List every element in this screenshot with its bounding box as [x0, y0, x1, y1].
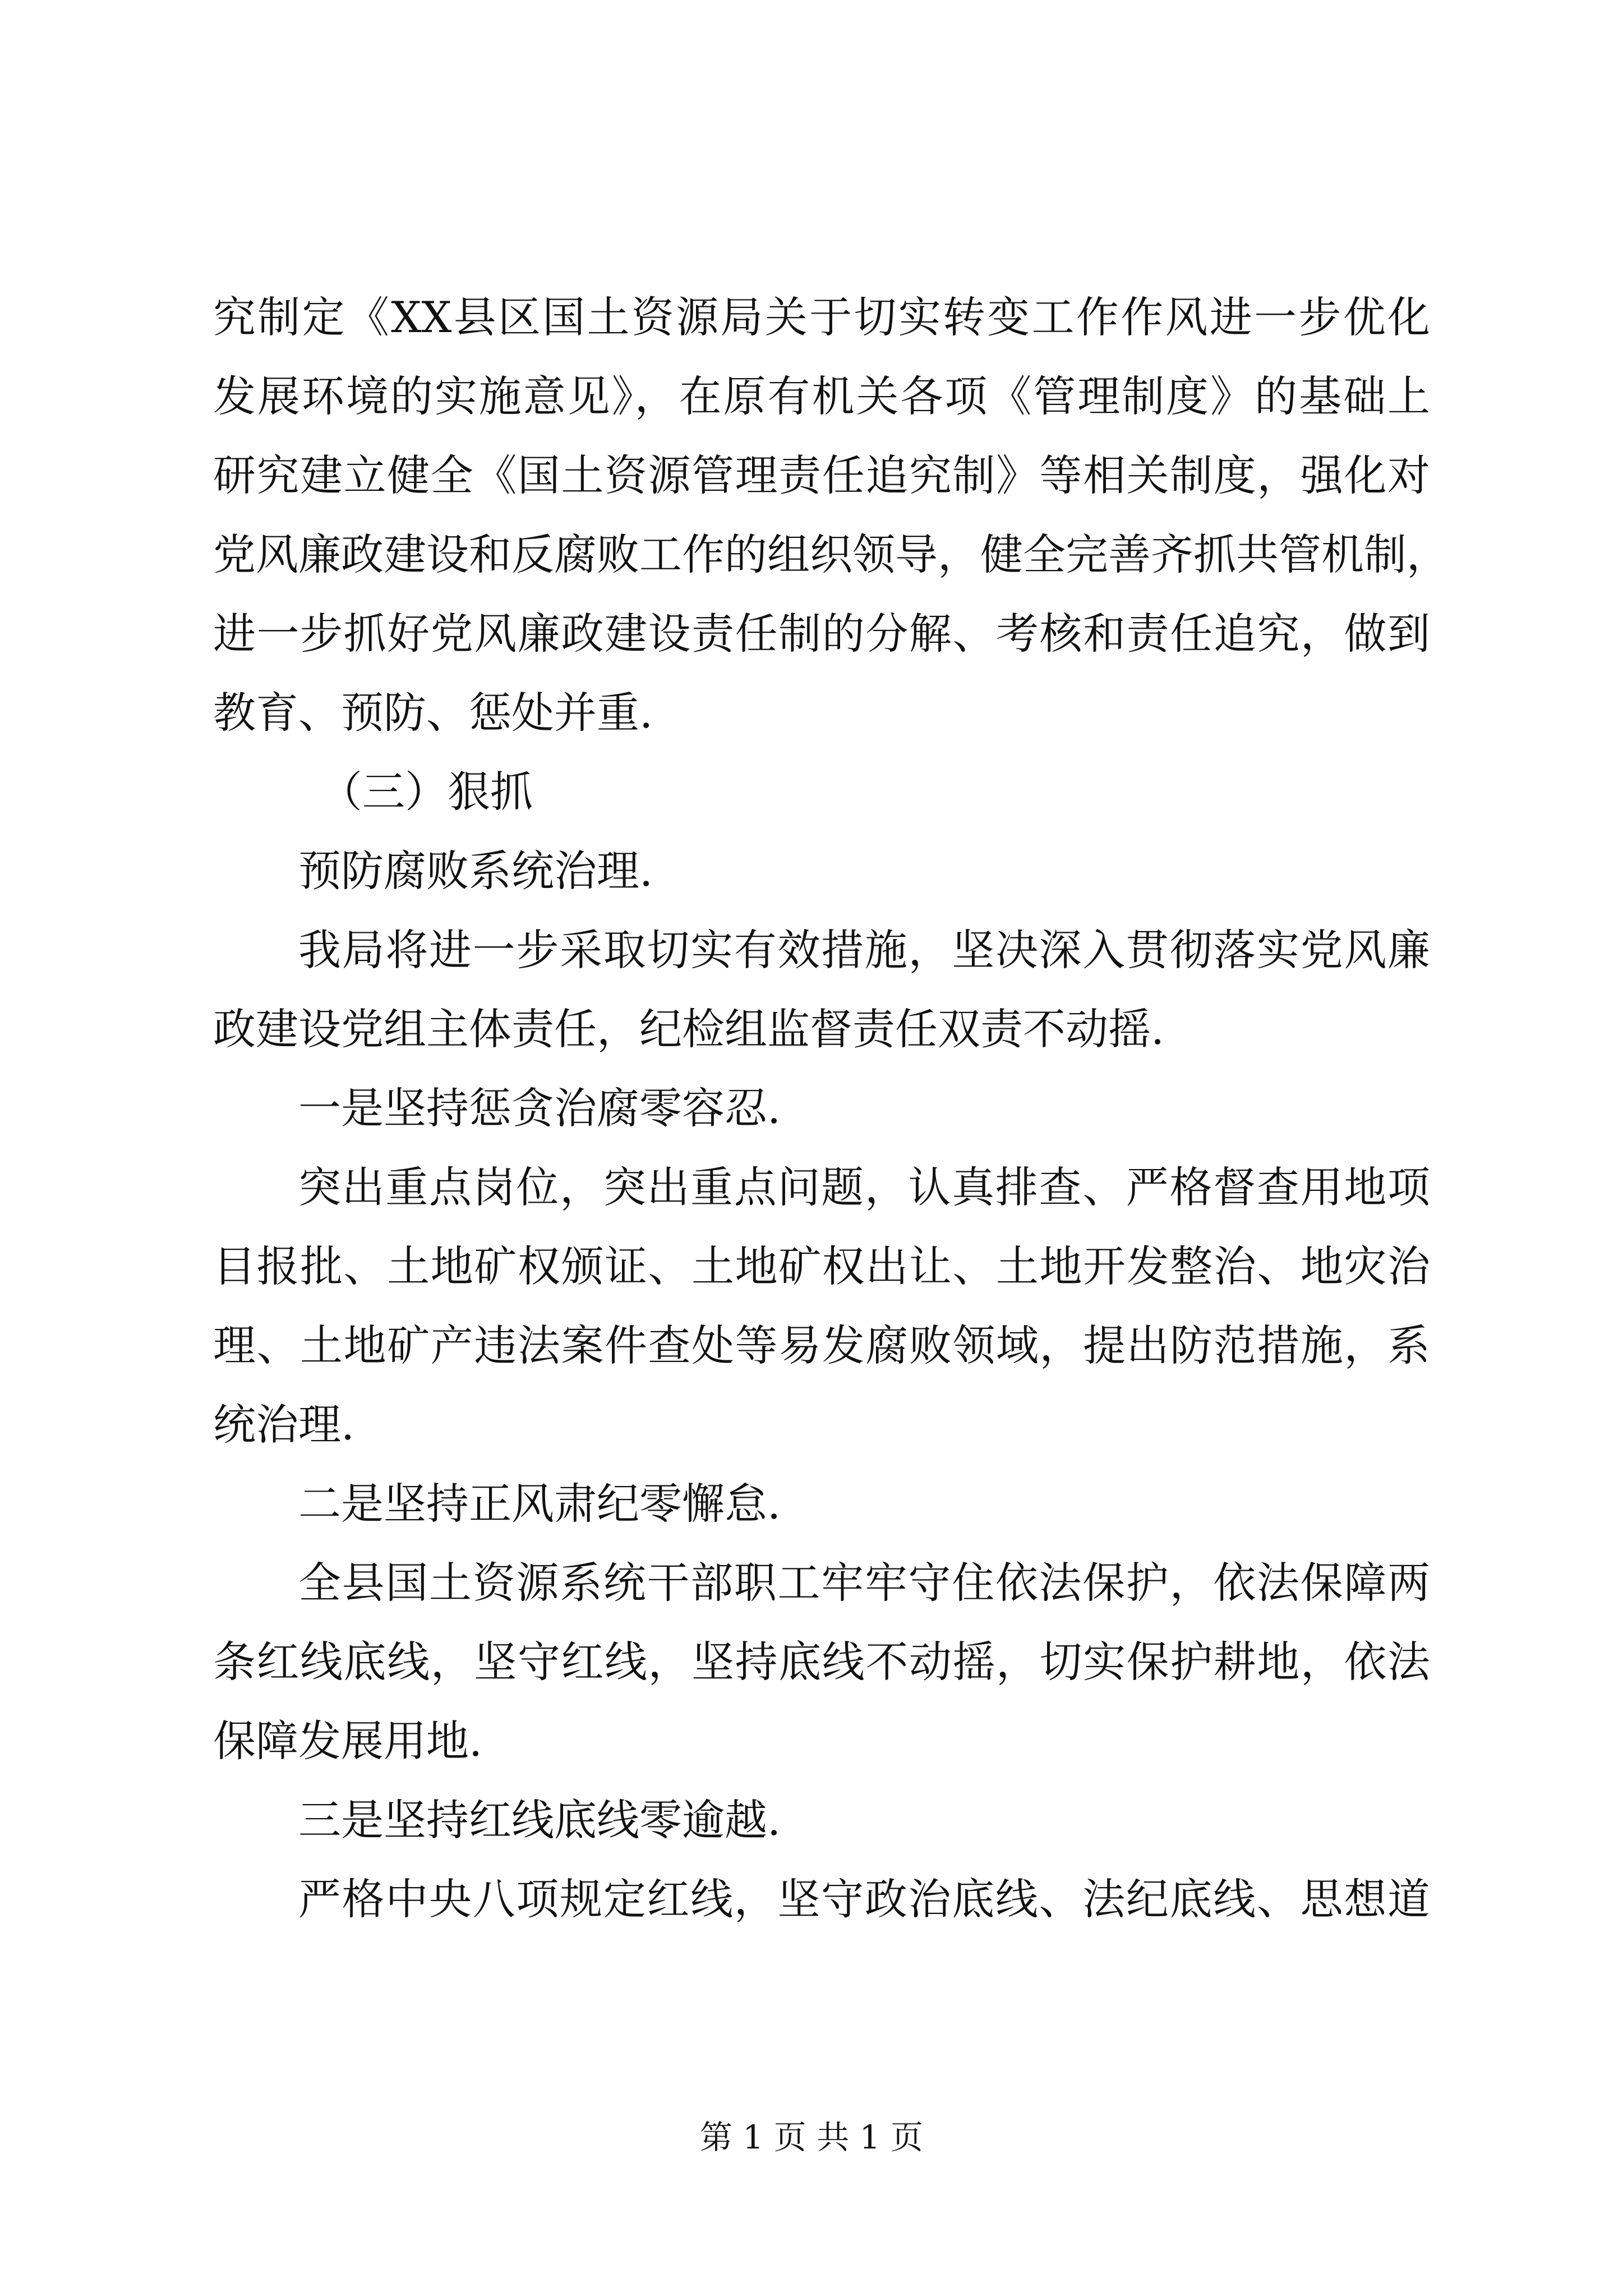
text-line: 全县国土资源系统干部职工牢牢守住依法保护，依法保障两: [298, 1558, 1430, 1608]
text-line: 理、土地矿产违法案件查处等易发腐败领域，提出防范措施，系: [213, 1320, 1430, 1370]
text-line: 我局将进一步采取切实有效措施，坚决深入贯彻落实党风廉: [298, 925, 1430, 975]
text-line: 进一步抓好党风廉政建设责任制的分解、考核和责任追究，做到: [213, 609, 1430, 659]
text-line: 突出重点岗位，突出重点问题，认真排查、严格督查用地项: [298, 1162, 1430, 1212]
text-line: 发展环境的实施意见》，在原有机关各项《管理制度》的基础上: [213, 371, 1430, 421]
section-heading: （三）狠抓: [320, 767, 533, 817]
subheading-line: 三是坚持红线底线零逾越.: [298, 1795, 781, 1845]
subheading-line: 二是坚持正风肃纪零懈怠.: [298, 1479, 781, 1529]
page-number-footer: 第 1 页 共 1 页: [700, 2118, 923, 2156]
body-text: [213, 278, 1449, 1939]
text-line: 条红线底线，坚守红线，坚持底线不动摇，切实保护耕地，依法: [213, 1637, 1430, 1687]
text-line: 究制定《XX县区国土资源局关于切实转变工作作风进一步优化: [213, 292, 1430, 342]
text-line: 党风廉政建设和反腐败工作的组织领导，健全完善齐抓共管机制，: [213, 530, 1449, 579]
text-line: 政建设党组主体责任，纪检组监督责任双责不动摇.: [213, 1004, 1165, 1054]
text-line: 严格中央八项规定红线，坚守政治底线、法纪底线、思想道: [298, 1874, 1430, 1924]
text-line: 研究建立健全《国土资源管理责任追究制》等相关制度，强化对: [213, 450, 1430, 500]
text-line: 预防腐败系统治理.: [298, 846, 653, 896]
text-line: 教育、预防、惩处并重.: [213, 688, 653, 738]
text-line: 统治理.: [213, 1400, 355, 1450]
subheading-line: 一是坚持惩贪治腐零容忍.: [298, 1083, 781, 1133]
text-line: 目报批、土地矿权颁证、土地矿权出让、土地开发整治、地灾治: [213, 1241, 1430, 1291]
text-line: 保障发展用地.: [213, 1716, 483, 1766]
